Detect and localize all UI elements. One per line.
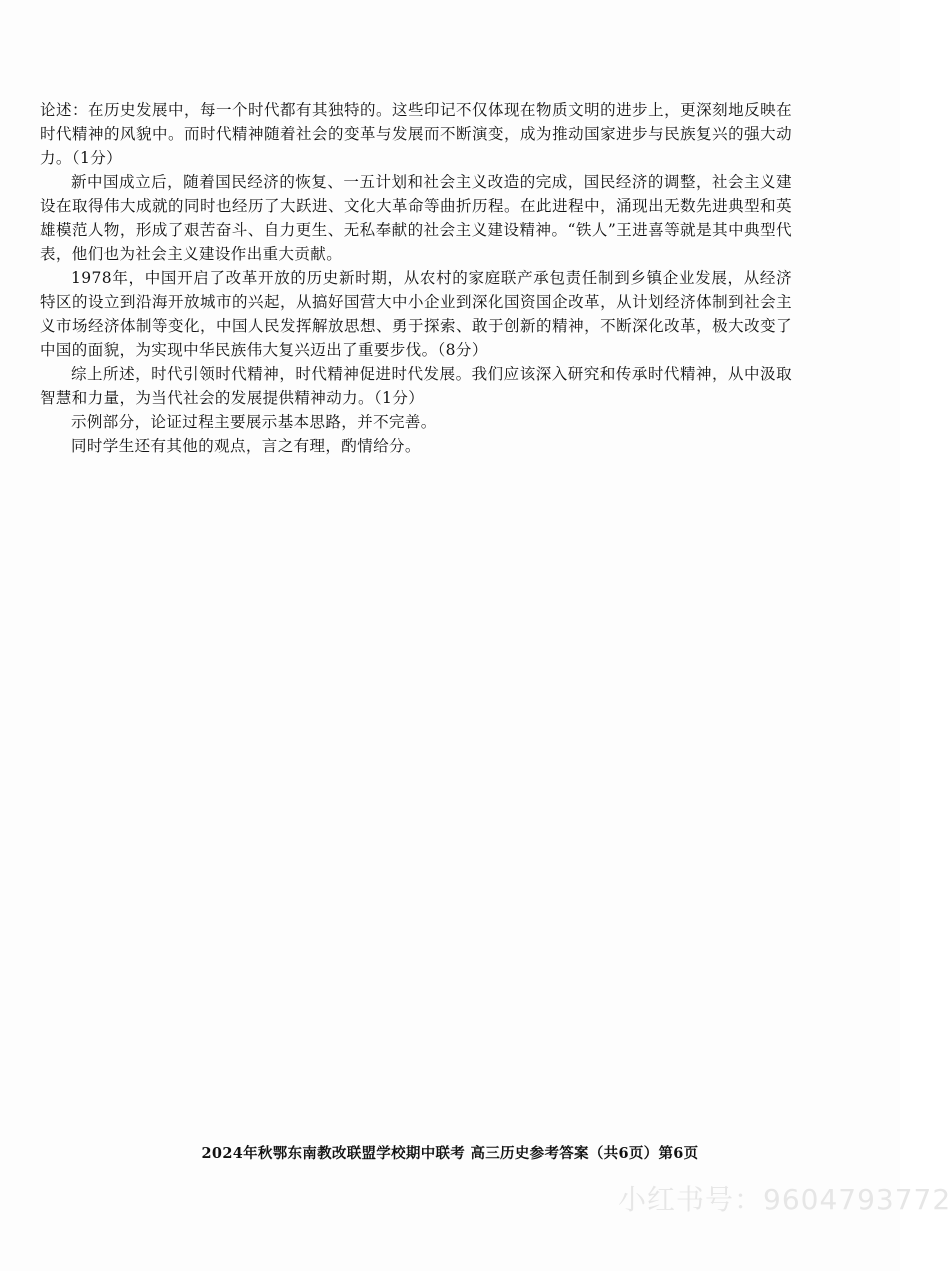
paragraph-conclusion: 综上所述，时代引领时代精神，时代精神促进时代发展。我们应该深入研究和传承时代精神，从中汲取智慧和力量，为当代社会的发展提供精神动力。（1分） <box>40 365 792 407</box>
page-footer: 2024年秋鄂东南教改联盟学校期中联考 高三历史参考答案（共6页）第6页 <box>201 1145 699 1162</box>
paragraph-note-example: 示例部分，论证过程主要展示基本思路，并不完善。 <box>71 413 437 431</box>
paragraph-socialist-construction: 新中国成立后，随着国民经济的恢复、一五计划和社会主义改造的完成，国民经济的调整，社会主义建设在取得伟大成就的同时也经历了大跃进、文化大革命等曲折历程。在此进程中，涌现出无数先进典型和英雄模范人物，形成了艰苦奋斗、自力更生、无私奉献的社会主义建设精神。“铁人”王进喜等就是其中典型代表，他们也为社会主义建设作出重大贡献。 <box>40 173 792 263</box>
watermark: 小红书号：9604793772 <box>618 1183 951 1216</box>
paragraph-note-scoring: 同时学生还有其他的观点，言之有理，酌情给分。 <box>71 437 421 455</box>
paragraph-reform-opening: 1978年，中国开启了改革开放的历史新时期，从农村的家庭联产承包责任制到乡镇企业发展，从经济特区的设立到沿海开放城市的兴起，从搞好国营大中小企业到深化国资国企改革，从计划经济体制到社会主义市场经济体制等变化，中国人民发挥解放思想、勇于探索、敢于创新的精神，不断深化改革，极大改变了中国的面貌，为实现中华民族伟大复兴迈出了重要步伐。（8分） <box>40 269 792 359</box>
answer-body <box>40 98 792 458</box>
paragraph-thesis: 论述：在历史发展中，每一个时代都有其独特的。这些印记不仅体现在物质文明的进步上，更深刻地反映在时代精神的风貌中。而时代精神随着社会的变革与发展而不断演变，成为推动国家进步与民族复兴的强大动力。（1分） <box>40 101 792 167</box>
